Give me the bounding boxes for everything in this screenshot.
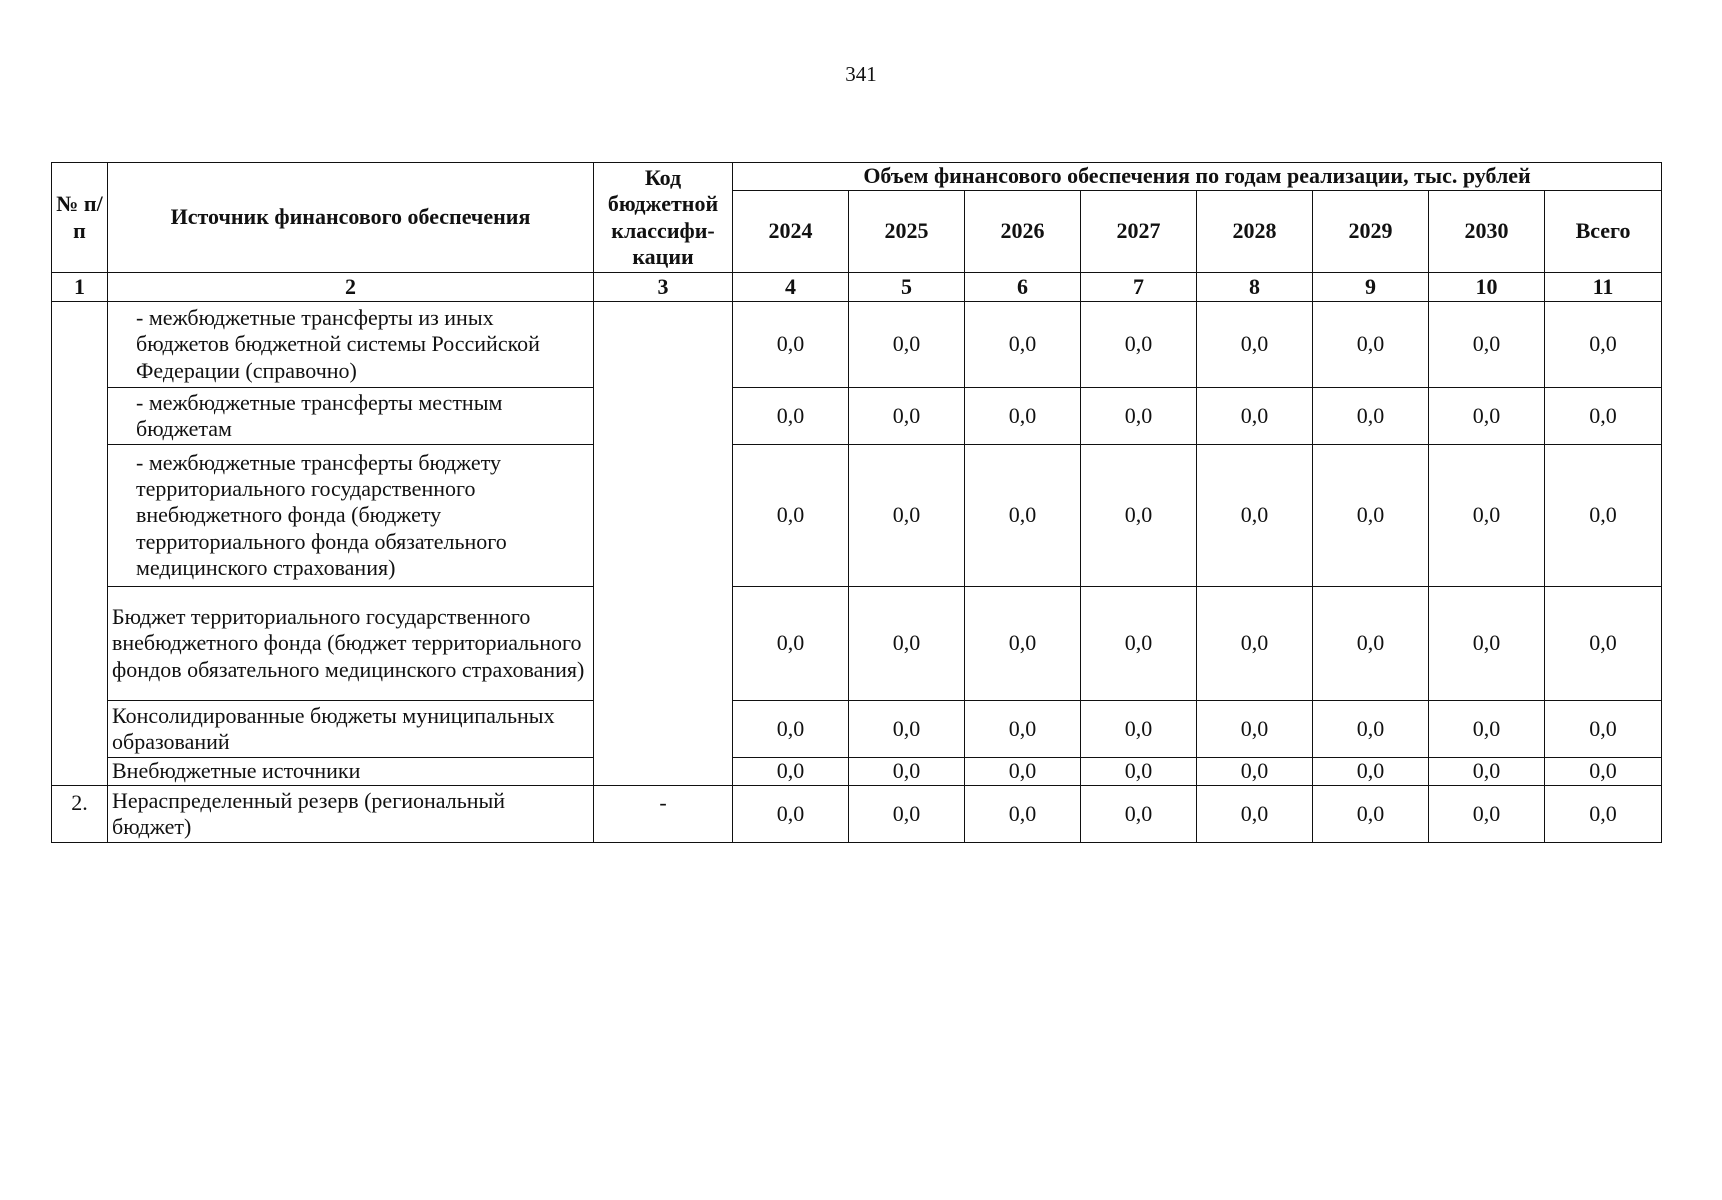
value-cell: 0,0 xyxy=(1545,302,1662,388)
value-cell: 0,0 xyxy=(1429,302,1545,388)
header-year-2025: 2025 xyxy=(849,191,965,273)
value-cell: 0,0 xyxy=(1197,302,1313,388)
value-cell: 0,0 xyxy=(1545,587,1662,701)
value-cell: 0,0 xyxy=(1429,587,1545,701)
value-cell: 0,0 xyxy=(965,388,1081,445)
value-cell: 0,0 xyxy=(1429,786,1545,843)
table-row xyxy=(52,445,1662,587)
value-cell: 0,0 xyxy=(965,587,1081,701)
value-cell: 0,0 xyxy=(733,445,849,587)
value-cell: 0,0 xyxy=(1081,701,1197,758)
header-year-2030: 2030 xyxy=(1429,191,1545,273)
row-source: - межбюджетные трансферты бюджету территориального государственного внебюджетного фонда (бюджету территориального фонда обязательного медицинского страхования) xyxy=(108,445,594,587)
table-row xyxy=(52,701,1662,758)
value-cell: 0,0 xyxy=(849,388,965,445)
row-code-cell xyxy=(594,302,733,786)
value-cell: 0,0 xyxy=(1545,758,1662,786)
value-cell: 0,0 xyxy=(1313,758,1429,786)
value-cell: 0,0 xyxy=(849,445,965,587)
row-source: Нераспределенный резерв (региональный бюджет) xyxy=(108,786,594,843)
value-cell: 0,0 xyxy=(1429,388,1545,445)
value-cell: 0,0 xyxy=(1313,445,1429,587)
value-cell: 0,0 xyxy=(1081,786,1197,843)
column-number: 8 xyxy=(1197,273,1313,302)
value-cell: 0,0 xyxy=(1197,701,1313,758)
column-number: 9 xyxy=(1313,273,1429,302)
value-cell: 0,0 xyxy=(1545,701,1662,758)
header-year-2026: 2026 xyxy=(965,191,1081,273)
value-cell: 0,0 xyxy=(849,786,965,843)
value-cell: 0,0 xyxy=(1197,388,1313,445)
value-cell: 0,0 xyxy=(1545,786,1662,843)
value-cell: 0,0 xyxy=(1429,758,1545,786)
value-cell: 0,0 xyxy=(1429,445,1545,587)
value-cell: 0,0 xyxy=(1545,445,1662,587)
row-code: - xyxy=(594,786,733,843)
value-cell: 0,0 xyxy=(1313,302,1429,388)
header-year-2027: 2027 xyxy=(1081,191,1197,273)
value-cell: 0,0 xyxy=(1313,786,1429,843)
value-cell: 0,0 xyxy=(733,388,849,445)
value-cell: 0,0 xyxy=(1429,701,1545,758)
column-number: 7 xyxy=(1081,273,1197,302)
column-number: 3 xyxy=(594,273,733,302)
column-numbers-row xyxy=(52,273,1662,302)
table-row xyxy=(52,786,1662,843)
value-cell: 0,0 xyxy=(849,758,965,786)
value-cell: 0,0 xyxy=(1197,758,1313,786)
value-cell: 0,0 xyxy=(849,701,965,758)
value-cell: 0,0 xyxy=(965,302,1081,388)
value-cell: 0,0 xyxy=(1313,701,1429,758)
value-cell: 0,0 xyxy=(1545,388,1662,445)
row-num: 2. xyxy=(52,786,108,843)
value-cell: 0,0 xyxy=(733,758,849,786)
value-cell: 0,0 xyxy=(1081,302,1197,388)
value-cell: 0,0 xyxy=(1197,587,1313,701)
row-source: - межбюджетные трансферты из иных бюджетов бюджетной системы Российской Федерации (справочно) xyxy=(108,302,594,388)
table-row xyxy=(52,388,1662,445)
row-source: Бюджет территориального государственного внебюджетного фонда (бюджет территориального фондов обязательного медицинского страхования) xyxy=(108,587,594,701)
value-cell: 0,0 xyxy=(733,786,849,843)
column-number: 1 xyxy=(52,273,108,302)
value-cell: 0,0 xyxy=(733,587,849,701)
page-number: 341 xyxy=(845,62,877,86)
column-number: 11 xyxy=(1545,273,1662,302)
header-code: Код бюджетной классифи-кации xyxy=(594,163,733,273)
value-cell: 0,0 xyxy=(1197,786,1313,843)
row-source: Консолидированные бюджеты муниципальных образований xyxy=(108,701,594,758)
row-num-cell xyxy=(52,302,108,786)
header-total: Всего xyxy=(1545,191,1662,273)
value-cell: 0,0 xyxy=(1313,587,1429,701)
column-number: 10 xyxy=(1429,273,1545,302)
header-num: № п/п xyxy=(52,163,108,273)
table-row xyxy=(52,758,1662,786)
financing-table xyxy=(51,162,1662,843)
value-cell: 0,0 xyxy=(1081,445,1197,587)
header-year-2029: 2029 xyxy=(1313,191,1429,273)
column-number: 2 xyxy=(108,273,594,302)
header-year-2024: 2024 xyxy=(733,191,849,273)
column-number: 5 xyxy=(849,273,965,302)
value-cell: 0,0 xyxy=(1081,388,1197,445)
value-cell: 0,0 xyxy=(733,302,849,388)
value-cell: 0,0 xyxy=(849,302,965,388)
value-cell: 0,0 xyxy=(849,587,965,701)
row-source: - межбюджетные трансферты местным бюджетам xyxy=(108,388,594,445)
value-cell: 0,0 xyxy=(965,445,1081,587)
column-number: 6 xyxy=(965,273,1081,302)
value-cell: 0,0 xyxy=(733,701,849,758)
value-cell: 0,0 xyxy=(1081,587,1197,701)
row-source: Внебюджетные источники xyxy=(108,758,594,786)
table-row xyxy=(52,587,1662,701)
value-cell: 0,0 xyxy=(965,701,1081,758)
value-cell: 0,0 xyxy=(1313,388,1429,445)
value-cell: 0,0 xyxy=(1197,445,1313,587)
value-cell: 0,0 xyxy=(965,786,1081,843)
value-cell: 0,0 xyxy=(965,758,1081,786)
header-funding-group: Объем финансового обеспечения по годам реализации, тыс. рублей xyxy=(733,163,1662,191)
header-source: Источник финансового обеспечения xyxy=(108,163,594,273)
column-number: 4 xyxy=(733,273,849,302)
header-row xyxy=(52,163,1662,191)
header-year-2028: 2028 xyxy=(1197,191,1313,273)
value-cell: 0,0 xyxy=(1081,758,1197,786)
table-row xyxy=(52,302,1662,388)
